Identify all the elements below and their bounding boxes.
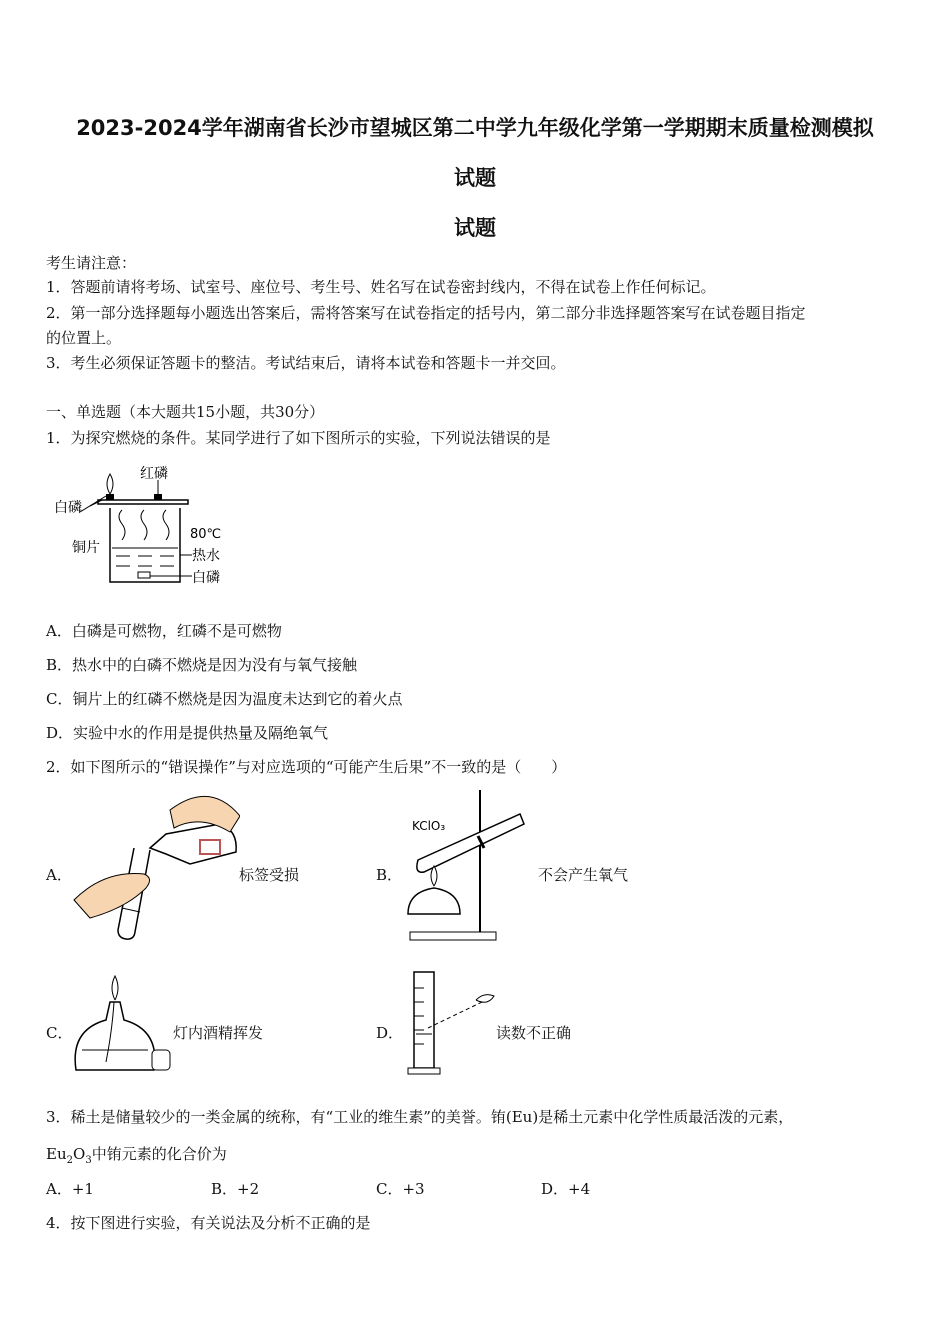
question-2-stem: 2．如下图所示的“错误操作”与对应选项的“可能产生后果”不一致的是（ ） bbox=[46, 758, 567, 776]
page-title: 2023-2024学年湖南省长沙市望城区第二中学九年级化学第一学期期末质量检测模拟 bbox=[76, 116, 874, 140]
question-2-option-c-letter[interactable]: C． bbox=[46, 1024, 73, 1042]
page-title-line2: 试题 bbox=[454, 166, 496, 190]
question-3-stem-line2: $Eu_2O_3$中铕元素的化合价为 bbox=[46, 1145, 227, 1166]
notice-item: 的位置上。 bbox=[46, 329, 122, 347]
question-1-option-c[interactable]: C．铜片上的红磷不燃烧是因为温度未达到它的着火点 bbox=[46, 690, 403, 708]
heating-kclo3-figure bbox=[400, 786, 530, 946]
notice-item: 2．第一部分选择题每小题选出答案后，需将答案写在试卷指定的括号内，第二部分非选择题答案写在试卷题目指定 bbox=[46, 304, 806, 322]
question-2-option-a-letter[interactable]: A． bbox=[46, 866, 72, 884]
label-white-phosphorus-bottom: 白磷 bbox=[192, 570, 220, 586]
label-temperature: 80℃ bbox=[190, 527, 222, 542]
question-3-stem-line1: 3．稀土是储量较少的一类金属的统称，有“工业的维生素”的美誉。铕(Eu)是稀土元素中化学性质最活泼的元素， bbox=[46, 1108, 794, 1126]
graduated-cylinder-figure bbox=[400, 968, 500, 1076]
pouring-liquid-figure bbox=[70, 790, 240, 942]
alcohol-lamp-figure bbox=[68, 972, 176, 1074]
label-red-phosphorus: 红磷 bbox=[140, 466, 168, 482]
question-1-option-d[interactable]: D．实验中水的作用是提供热量及隔绝氧气 bbox=[46, 724, 329, 742]
question-2-option-d-result: 读数不正确 bbox=[496, 1024, 572, 1042]
label-copper: 铜片 bbox=[72, 540, 100, 556]
label-white-phosphorus-top: 白磷 bbox=[54, 500, 82, 516]
combustion-experiment-figure bbox=[50, 460, 240, 592]
question-4-stem: 4．按下图进行实验，有关说法及分析不正确的是 bbox=[46, 1214, 371, 1232]
label-hot-water: 热水 bbox=[192, 548, 220, 564]
notice-heading: 考生请注意： bbox=[46, 254, 137, 272]
question-2-option-c-result: 灯内酒精挥发 bbox=[173, 1024, 264, 1042]
question-2-option-a-result: 标签受损 bbox=[239, 866, 300, 884]
question-3-option-b[interactable]: B．+2 bbox=[211, 1180, 260, 1198]
question-1-stem: 1．为探究燃烧的条件。某同学进行了如下图所示的实验，下列说法错误的是 bbox=[46, 429, 551, 447]
notice-item: 1．答题前请将考场、试室号、座位号、考生号、姓名写在试卷密封线内，不得在试卷上作任何标记。 bbox=[46, 278, 716, 296]
question-3-option-c[interactable]: C．+3 bbox=[376, 1180, 425, 1198]
label-kclo3: KClO₃ bbox=[412, 819, 446, 833]
question-1-option-b[interactable]: B．热水中的白磷不燃烧是因为没有与氧气接触 bbox=[46, 656, 358, 674]
question-2-option-d-letter[interactable]: D． bbox=[376, 1024, 404, 1042]
question-2-option-b-result: 不会产生氧气 bbox=[538, 866, 629, 884]
question-2-option-b-letter[interactable]: B． bbox=[376, 866, 403, 884]
question-3-option-d[interactable]: D．+4 bbox=[541, 1180, 591, 1198]
section-heading: 一、单选题（本大题共15小题，共30分） bbox=[46, 403, 325, 421]
notice-item: 3．考生必须保证答题卡的整洁。考试结束后，请将本试卷和答题卡一并交回。 bbox=[46, 354, 566, 372]
question-3-option-a[interactable]: A．+1 bbox=[46, 1180, 94, 1198]
page-subtitle: 试题 bbox=[454, 216, 496, 240]
question-1-option-a[interactable]: A．白磷是可燃物，红磷不是可燃物 bbox=[46, 622, 282, 640]
